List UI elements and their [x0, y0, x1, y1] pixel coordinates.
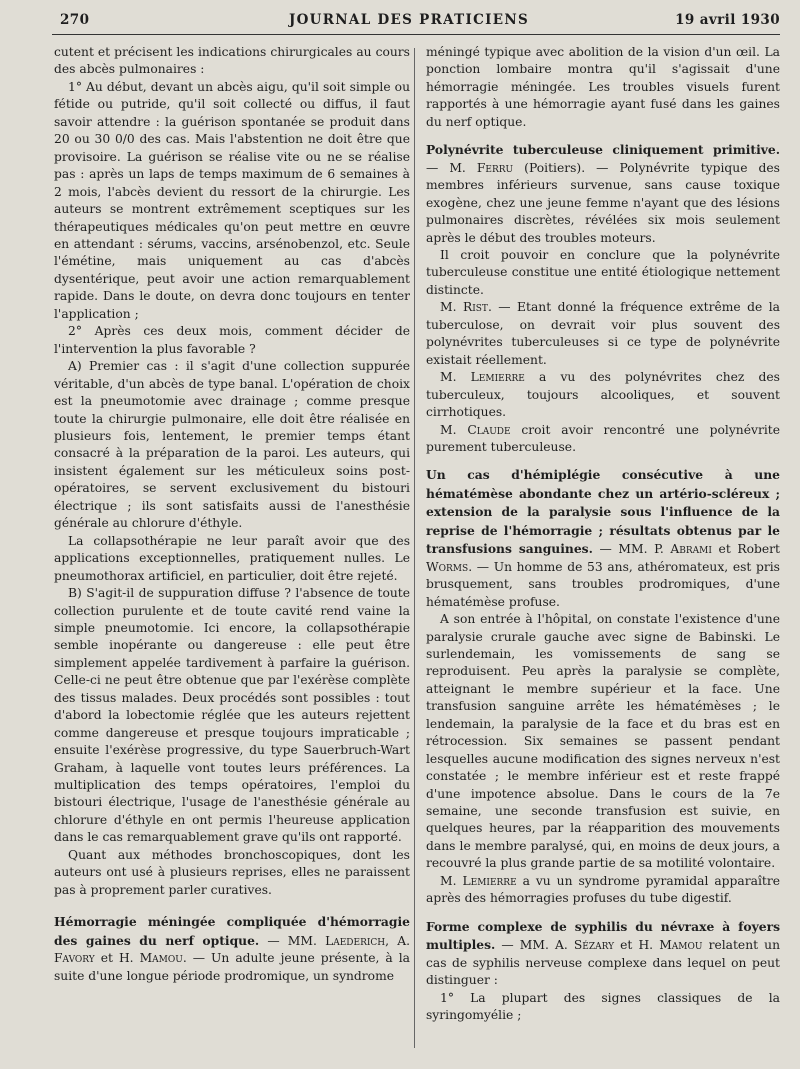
paragraph: B) S'agit-il de suppuration diffuse ? l'absence de toute collection purulente et de toute cavité rend vaine la simple pneumotomie. Ici encore, la collapsothérapie semble inopérante ou dangereuse : elle peut être simplement appelée tardivement à parfaire la guérison. Celle-ci ne peut être obtenue que par l'exérèse complète des tissus malades. Deux procédés sont possibles : tout d'abord la lobectomie réglée que les auteurs rejettent comme dangereuse et presque toujours impraticable ; ensuite l'exérèse progressive, du type Sauerbruch-Wart Graham, à laquelle vont toutes leurs préférences. La multiplication des temps opératoires, l'emploi du bistouri électrique, l'usage de l'anesthésie générale au chlorure d'éthyle en ont permis l'heureuse application dans le cas remarquablement grave qu'ils ont rapporté.: [54, 586, 410, 845]
speaker-name: Claude: [467, 422, 511, 437]
paragraph: cutent et précisent les indications chirurgicales au cours des abcès pulmonaires :: [54, 45, 410, 77]
article-title: Un cas d'hémiplégie consécutive à une hématémèse abondante chez un artério-scléreux ; extension de la paralysie sous l'influence de la reprise de l'hémorragie ; résultats obtenus par le transfusions sanguines.: [426, 467, 780, 557]
running-header: [38, 12, 780, 34]
column-divider: [414, 48, 415, 1048]
article-hemorragie-meningee: [54, 913, 410, 985]
paragraph: méningé typique avec abolition de la vision d'un œil. La ponction lombaire montra qu'il s'agissait d'une hémorragie méningée. Les troubles visuels furent rapportés à une hémorragie ayant fusé dans les gaines du nerf optique.: [426, 45, 780, 129]
paragraph: La collapsothérapie ne leur paraît avoir que des applications exceptionnelles, pratiquement nulles. Le pneumothorax artificiel, en particulier, doit être rejeté.: [54, 533, 410, 583]
page-number: 270: [60, 12, 90, 28]
header-rule: [52, 34, 780, 35]
right-column: [426, 44, 780, 1024]
paragraph: A) Premier cas : il s'agit d'une collection suppurée véritable, d'un abcès de type banal. L'opération de choix est la pneumotomie avec drainage ; comme presque toute la chirurgie pulmonaire, elle doit être réalisée en plusieurs fois, lentement, le premier temps étant consacré à la préparation de la paroi. Les auteurs, qui insistent également sur les méticuleux soins post-opératoires, se servent exclusivement du bistouri électrique ; ils sont satisfaits aussi de l'anesthésie générale au chlorure d'éthyle.: [54, 359, 410, 531]
text-span: et H.: [94, 951, 140, 966]
article-hemiplegie: [426, 466, 780, 611]
text-span: M.: [440, 300, 463, 315]
article-syphilis-nevraxe: [426, 918, 780, 990]
text-span: — MM. A.: [495, 938, 574, 953]
author-name: Sézary: [573, 938, 615, 953]
speaker-name: Rist: [462, 300, 488, 315]
author-name: Laederich: [325, 933, 386, 948]
article-title: Forme complexe de syphilis du névraxe à foyers multiples.: [426, 918, 780, 953]
left-column: [54, 44, 410, 985]
paragraph: Quant aux méthodes bronchoscopiques, dont les auteurs ont usé à plusieurs reprises, elles ne paraissent pas à proprement parler curatives.: [54, 847, 410, 897]
author-name: Worms: [426, 559, 469, 574]
author-name: Mamou: [659, 938, 703, 953]
text-span: M.: [440, 873, 463, 888]
text-span: — MM.: [259, 933, 326, 948]
journal-title: JOURNAL DES PRATICIENS: [288, 12, 530, 28]
paragraph: 1° La plupart des signes classiques de la syringomyélie ;: [426, 990, 780, 1023]
article-title: Polynévrite tuberculeuse cliniquement primitive.: [426, 142, 780, 158]
paragraph: [426, 422, 780, 457]
author-name: Favory: [54, 951, 95, 966]
article-body: . — Un adulte jeune présente, à la suite d'une longue période prodromique, un syndrome: [54, 951, 411, 983]
paragraph: [426, 299, 780, 369]
article-body: . — Un homme de 53 ans, athéromateux, est pris brusquement, sans troubles prodromiques, d'une hématémèse profuse.: [426, 559, 780, 609]
paragraph: A son entrée à l'hôpital, on constate l'existence d'une paralysie crurale gauche avec signe de Babinski. Le surlendemain, les vomissements de sang se reproduisent. Peu après la paralysie se complète, atteignant le membre supérieur et la face. Une transfusion sanguine arrête les hématémèses ; le lendemain, la paralysie de la face et du bras est en rétrocession. Six semaines se passent pendant lesquelles aucune modification des signes nerveux n'est constatée ; le membre inférieur est et reste frappé d'une impotence absolue. Dans le cours de la 7e semaine, une seconde transfusion est suivie, en quelques heures, par la réapparition des mouvements dans le membre paralysé, qui, en moins de deux jours, a recouvré la plus grande partie de sa motilité volontaire.: [426, 612, 780, 871]
paragraph: 2° Après ces deux mois, comment décider de l'intervention la plus favorable ?: [54, 324, 410, 356]
text-span: M.: [440, 422, 468, 437]
paragraph: [426, 873, 780, 908]
text-span: a vu un syndrome pyramidal apparaître après des hémorragies profuses du tube digestif.: [426, 873, 780, 906]
text-span: croit avoir rencontré une polynévrite purement tuberculeuse.: [426, 422, 780, 454]
article-title: Hémorragie méningée compliquée d'hémorragie des gaines du nerf optique.: [54, 914, 410, 948]
text-span: — M.: [426, 160, 477, 175]
text-span: a vu des polynévrites chez des tuberculeux, toujours alcooliques, et souvent cirrhotiques.: [426, 370, 780, 420]
text-span: , A.: [385, 933, 411, 948]
author-name: Ferru: [476, 160, 514, 175]
speaker-name: Lemierre: [470, 370, 525, 385]
article-body: (Poitiers). — Polynévrite typique des membres inférieurs survenue, sans cause toxique exogène, chez une jeune femme n'ayant que des lésions pulmonaires discrètes, révélées six mois seulement après le début des troubles moteurs.: [426, 160, 780, 245]
article-polynevrite: [426, 141, 780, 247]
paragraph: [426, 369, 780, 421]
author-name: Abrami: [670, 542, 712, 557]
text-span: . — Etant donné la fréquence extrême de la tuberculose, on devrait voir plus souvent des polynévrites tuberculeuses si ce type de polynévrite existait réellement.: [426, 300, 780, 367]
paragraph: Il croit pouvoir en conclure que la polynévrite tuberculeuse constitue une entité étiologique nettement distincte.: [426, 247, 780, 297]
speaker-name: Lemierre: [462, 873, 517, 888]
text-span: — MM. P.: [592, 542, 671, 557]
article-body: relatent un cas de syphilis nerveuse complexe dans lequel on peut distinguer :: [426, 938, 780, 988]
paragraph: 1° Au début, devant un abcès aigu, qu'il soit simple ou fétide ou putride, qu'il soit collecté ou diffus, il faut savoir attendre : la guérison spontanée se produit dans 20 ou 30 0/0 des cas. Mais l'abstention ne doit être que provisoire. La guérison se réalise vite ou ne se réalise pas : après un laps de temps maximum de 6 semaines à 2 mois, l'abcès devient du ressort de la chirurgie. Les auteurs se montrent extrêmement sceptiques sur les thérapeutiques médicales qu'on peut mettre en œuvre en attendant : sérums, vaccins, arsénobenzol, etc. Seule l'émétine, mais uniquement au cas d'abcès dysentérique, peut avoir une action remarquablement rapide. Dans le doute, on devra donc toujours en tenter l'application ;: [54, 79, 410, 321]
issue-date: 19 avril 1930: [675, 12, 780, 28]
text-span: M.: [440, 370, 471, 385]
author-name: Mamou: [139, 951, 183, 966]
text-span: et H.: [614, 938, 660, 953]
text-span: et Robert: [711, 542, 781, 557]
